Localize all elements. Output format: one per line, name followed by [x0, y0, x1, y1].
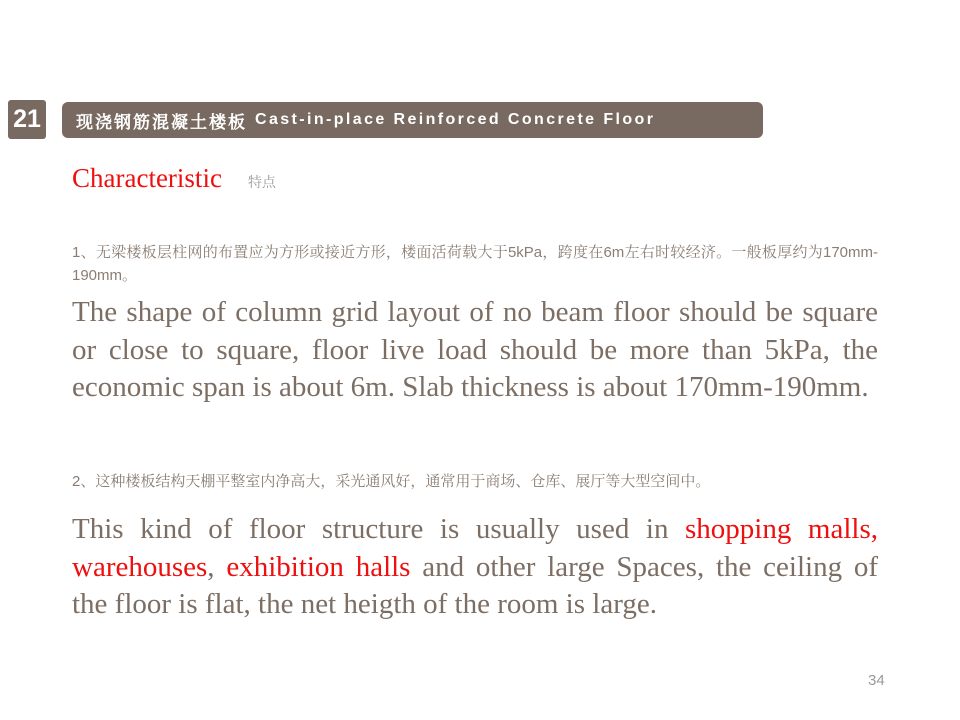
slide-header — [8, 100, 763, 139]
section-heading-chinese: 特点 — [247, 174, 276, 190]
title-bar — [62, 102, 763, 138]
slide-number-badge: 21 — [8, 100, 46, 139]
chinese-paragraph-1: 1、无梁楼板层柱网的布置应为方形或接近方形，楼面活荷载大于5kPa，跨度在6m左右时较经济。一般板厚约为170mm-190mm。 — [72, 244, 878, 284]
section-heading — [72, 163, 276, 194]
highlighted-phrase: shopping malls, — [685, 513, 879, 545]
title-english: Cast-in-place Reinforced Concrete Floor — [255, 111, 656, 128]
body-text: This kind of floor structure is usually used in — [72, 513, 686, 545]
body-text: , — [207, 550, 227, 583]
section-heading-english: Characteristic — [72, 163, 222, 193]
english-paragraph-2 — [72, 511, 878, 624]
chinese-paragraph-2: 2、这种楼板结构天棚平整室内净高大，采光通风好，通常用于商场、仓库、展厅等大型空间中。 — [72, 473, 711, 490]
highlighted-phrase: warehouses — [72, 550, 208, 583]
body-text: and other large Spaces, the ceiling of the floor is flat, the net heigth of the room is large. — [72, 550, 879, 620]
english-paragraph-1: The shape of column grid layout of no beam floor should be square or close to square, floor live load should be more than 5kPa, the economic span is about 6m. Slab thickness is about 170mm-190mm. — [72, 296, 878, 403]
page-number: 34 — [868, 672, 885, 689]
title-chinese: 现浇钢筋混凝土楼板 — [76, 112, 247, 132]
highlighted-phrase: exhibition halls — [226, 550, 411, 583]
